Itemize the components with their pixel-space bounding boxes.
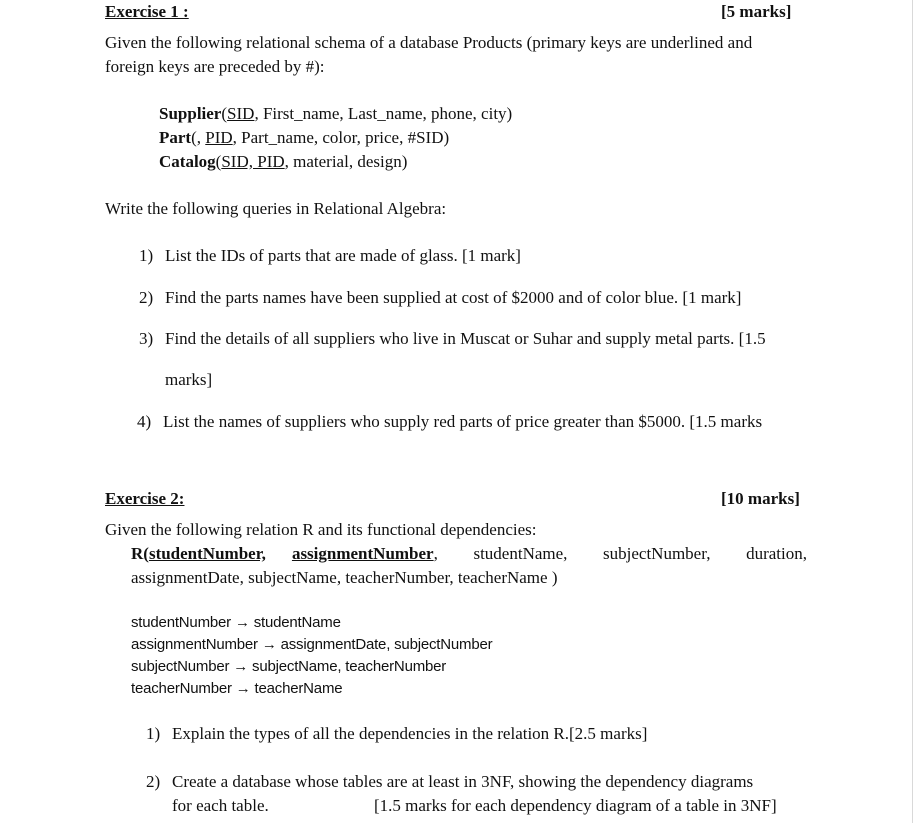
functional-dependency (131, 612, 341, 634)
fd-lhs: assignmentNumber (131, 636, 258, 653)
fd-rhs: subjectName, teacherNumber (252, 658, 447, 675)
schema-part-name: Part (159, 128, 192, 147)
task-2-marks: [1.5 marks for each dependency diagram of a table in 3NF] (374, 796, 777, 815)
task-2-text: Create a database whose tables are at least in 3NF, showing the dependency diagrams (172, 772, 754, 791)
schema-catalog-name: Catalog (159, 152, 216, 171)
question-3-continuation: marks] (165, 370, 213, 389)
schema-supplier-open: ( (221, 104, 228, 123)
task-2-continuation: for each table. (172, 796, 269, 815)
functional-dependency (131, 634, 492, 656)
fd-lhs: studentNumber (131, 614, 231, 631)
exercise-1-instruction: Write the following queries in Relational Algebra: (105, 199, 447, 218)
arrow-right-icon: → (233, 658, 249, 675)
relation-key-assignment-number: assignmentNumber (291, 544, 434, 563)
relation-r-keys (131, 543, 438, 565)
schema-catalog-rest: , material, design) (284, 152, 408, 171)
fd-lhs: teacherNumber (131, 680, 232, 697)
task-1-number: 1) (146, 724, 161, 743)
fd-lhs: subjectNumber (131, 658, 230, 675)
schema-catalog (159, 151, 407, 173)
schema-part-rest: , Part_name, color, price, #SID) (232, 128, 450, 147)
schema-supplier-name: Supplier (159, 104, 222, 123)
schema-catalog-key: SID, PID (221, 152, 285, 171)
exercise-2-title: Exercise 2: (105, 489, 185, 508)
fd-rhs: studentName (253, 614, 341, 631)
exercise-2-marks: [10 marks] (721, 489, 800, 508)
relation-r-line-1 (131, 543, 807, 565)
relation-attr-student-name: studentName, (473, 544, 568, 563)
arrow-right-icon: → (235, 680, 251, 697)
exercise-2-intro: Given the following relation R and its functional dependencies: (105, 520, 537, 539)
functional-dependency (131, 656, 446, 678)
arrow-right-icon: → (261, 636, 277, 653)
question-4-text: List the names of suppliers who supply red parts of price greater than $5000. [1.5 marks (163, 412, 763, 431)
fd-rhs: teacherName (254, 680, 343, 697)
schema-supplier-rest: , First_name, Last_name, phone, city) (254, 104, 513, 123)
functional-dependency (131, 678, 342, 700)
task-1-text: Explain the types of all the dependencies in the relation R.[2.5 marks] (172, 724, 648, 743)
relation-key-comma: , (433, 544, 438, 563)
fd-rhs: assignmentDate, subjectNumber (280, 636, 493, 653)
page-edge (912, 0, 913, 823)
exercise-1-title: Exercise 1 : (105, 2, 189, 21)
schema-supplier (159, 103, 512, 125)
question-2-text: Find the parts names have been supplied at cost of $2000 and of color blue. [1 mark] (165, 288, 742, 307)
relation-attr-duration: duration, (746, 544, 807, 563)
relation-r-open: R( (131, 544, 149, 563)
schema-part-open: (, (191, 128, 206, 147)
question-4-number: 4) (137, 412, 152, 431)
question-1-number: 1) (139, 246, 154, 265)
relation-attr-subject-number: subjectNumber, (603, 544, 711, 563)
relation-r-line-2: assignmentDate, subjectName, teacherNumber, teacherName ) (131, 568, 558, 587)
question-3-number: 3) (139, 329, 154, 348)
question-1-text: List the IDs of parts that are made of glass. [1 mark] (165, 246, 521, 265)
exercise-1-marks: [5 marks] (721, 2, 792, 21)
exercise-1-intro-line-2: foreign keys are preceded by #): (105, 57, 325, 76)
question-2-number: 2) (139, 288, 154, 307)
exercise-1-intro-line-1: Given the following relational schema of a database Products (primary keys are underlined and (105, 33, 753, 52)
schema-catalog-open: ( (215, 152, 222, 171)
relation-key-student-number: studentNumber, (148, 544, 266, 563)
arrow-right-icon: → (234, 614, 250, 631)
schema-supplier-key: SID (227, 104, 255, 123)
question-3-text: Find the details of all suppliers who live in Muscat or Suhar and supply metal parts. [1.5 (165, 329, 766, 348)
schema-part-key: PID (205, 128, 233, 147)
task-2-number: 2) (146, 772, 161, 791)
schema-part (159, 127, 449, 149)
